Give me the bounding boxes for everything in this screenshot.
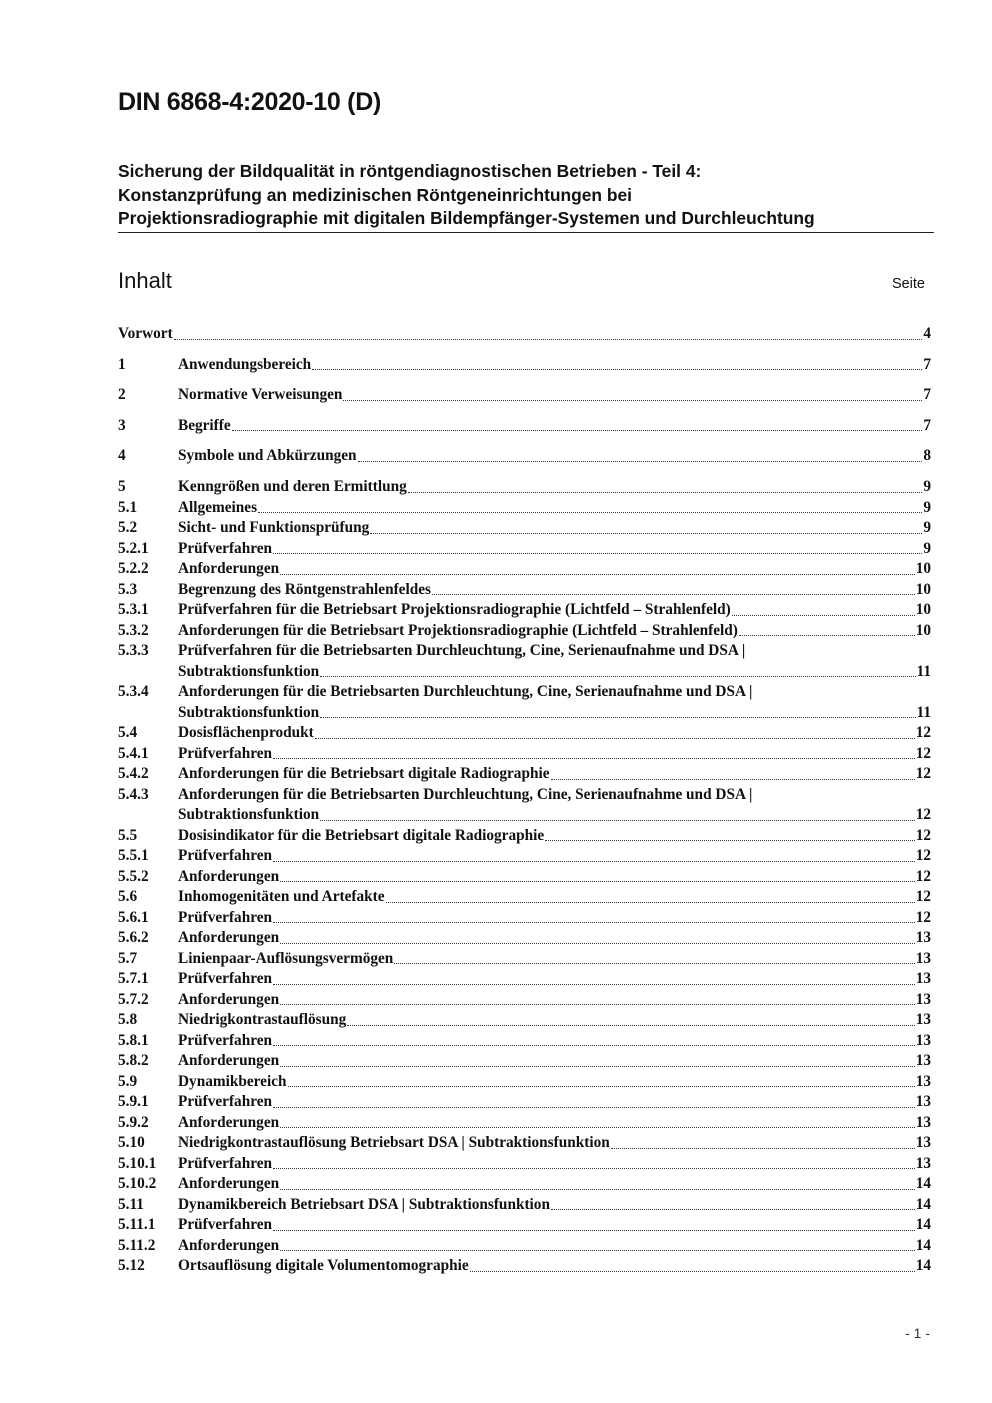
toc-entry-page: 12 [915, 847, 931, 864]
toc-entry-title: Dynamikbereich [178, 1072, 287, 1090]
toc-entry-number: 5.9.1 [118, 1093, 149, 1110]
toc-entry[interactable] [118, 928, 931, 949]
toc-entry[interactable] [118, 1072, 931, 1093]
toc-entry-page: 10 [915, 621, 931, 639]
toc-entry[interactable] [118, 600, 931, 621]
toc-entry-page: 13 [915, 929, 931, 946]
toc-entry-title: Subtraktionsfunktion [178, 703, 320, 721]
toc-leader-dots [273, 1164, 915, 1169]
footer-page-number: - 1 - [905, 1325, 930, 1341]
toc-entry[interactable] [118, 990, 931, 1011]
toc-entry-title: Prüfverfahren [178, 744, 273, 762]
toc-entry-number: 3 [118, 416, 126, 434]
toc-entry-number: 5.6 [118, 888, 138, 905]
toc-entry-number: 5.3.4 [118, 683, 149, 700]
toc-entry-number: 5.5.2 [118, 867, 149, 885]
toc-entry-page: 12 [915, 888, 931, 905]
toc-leader-dots [315, 734, 915, 739]
toc-entry-page: 9 [923, 539, 931, 557]
toc-entry[interactable] [118, 621, 931, 642]
toc-leader-dots [174, 335, 923, 340]
toc-entry[interactable] [118, 641, 931, 682]
toc-leader-dots [280, 1062, 915, 1067]
toc-leader-dots [545, 836, 915, 841]
toc-leader-dots [320, 713, 915, 718]
toc-entry-number: 5.7.2 [118, 990, 149, 1008]
toc-leader-dots [739, 631, 915, 636]
toc-entry-title: Dosisindikator für die Betriebsart digitale Radiographie [178, 826, 545, 844]
toc-entry[interactable] [118, 723, 931, 744]
toc-entry-number: 5.4.2 [118, 765, 149, 782]
toc-entry-page: 7 [923, 416, 931, 434]
toc-entry[interactable] [118, 518, 931, 539]
toc-leader-dots [732, 611, 915, 616]
toc-entry[interactable] [118, 1031, 931, 1052]
toc-entry-title: Linienpaar-Auflösungsvermögen [178, 949, 394, 967]
toc-entry-page: 11 [916, 662, 931, 680]
toc-entry-page: 13 [915, 1154, 931, 1172]
toc-leader-dots [394, 959, 914, 964]
toc-leader-dots [273, 1103, 915, 1108]
title-line-1: Sicherung der Bildqualität in röntgendiagnostischen Betrieben - Teil 4: [118, 161, 702, 181]
toc-entry-number: 5.9.2 [118, 1113, 149, 1131]
toc-entry-number: 5.5.1 [118, 847, 149, 864]
toc-entry-title: Subtraktionsfunktion [178, 662, 320, 680]
toc-entry-number: 4 [118, 447, 126, 465]
page-column-label: Seite [891, 276, 925, 292]
toc-entry[interactable] [118, 1256, 931, 1277]
toc-entry-page: 9 [923, 498, 931, 516]
toc-entry-title: Begriffe [178, 416, 231, 434]
toc-entry-number: 1 [118, 355, 126, 373]
toc-entry-title: Prüfverfahren [178, 970, 273, 987]
toc-leader-dots [273, 754, 915, 759]
toc-entry-title: Subtraktionsfunktion [178, 806, 320, 823]
toc-entry-page: 9 [923, 478, 931, 495]
toc-entry-title: Vorwort [118, 325, 173, 342]
toc-entry[interactable] [118, 1010, 931, 1031]
toc-entry-number: 5.11.2 [118, 1236, 156, 1254]
toc-leader-dots [280, 1123, 915, 1128]
toc-entry-title: Symbole und Abkürzungen [178, 447, 357, 465]
toc-entry-title: Begrenzung des Röntgenstrahlenfeldes [178, 580, 431, 598]
toc-entry[interactable] [118, 764, 931, 785]
toc-entry-title: Anforderungen [178, 1113, 280, 1131]
toc-entry[interactable] [118, 416, 931, 437]
toc-entry-page: 13 [915, 1113, 931, 1131]
toc-entry-page: 13 [915, 1072, 931, 1090]
toc-entry-number: 5.2 [118, 519, 138, 536]
toc-leader-dots [320, 816, 915, 821]
toc-entry[interactable] [118, 477, 931, 498]
toc-entry-number: 5.7 [118, 949, 138, 967]
toc-entry[interactable] [118, 1215, 931, 1236]
toc-entry-title: Anforderungen für die Betriebsart digitale Radiographie [178, 765, 550, 782]
toc-entry[interactable] [118, 1236, 931, 1257]
toc-entry-title: Anforderungen [178, 1052, 280, 1069]
toc-entry[interactable] [118, 887, 931, 908]
toc-entry-page: 14 [915, 1175, 931, 1192]
toc-entry-page: 9 [923, 519, 931, 536]
toc-entry-page: 10 [915, 601, 931, 618]
toc-leader-dots [470, 1267, 915, 1272]
toc-entry-page: 13 [915, 1011, 931, 1028]
toc-entry[interactable] [118, 539, 931, 560]
toc-entry-title: Dynamikbereich Betriebsart DSA | Subtraktionsfunktion [178, 1195, 550, 1213]
toc-entry-title: Prüfverfahren [178, 539, 273, 557]
toc-entry[interactable] [118, 324, 931, 345]
toc-leader-dots [370, 529, 922, 534]
toc-entry-page: 12 [915, 744, 931, 762]
toc-entry-number: 5.12 [118, 1257, 145, 1274]
toc-entry[interactable] [118, 1174, 931, 1195]
toc-leader-dots [280, 877, 915, 882]
toc-leader-dots [386, 898, 915, 903]
toc-entry-title: Ortsauflösung digitale Volumentomographie [178, 1257, 469, 1274]
toc-entry-title: Prüfverfahren [178, 1216, 273, 1233]
toc-entry-page: 14 [915, 1216, 931, 1233]
toc-entry-page: 13 [915, 970, 931, 987]
toc-entry-title: Prüfverfahren [178, 1154, 273, 1172]
toc-entry-number: 5.2.2 [118, 560, 149, 577]
toc-leader-dots [280, 1000, 915, 1005]
toc-entry-page: 14 [915, 1257, 931, 1274]
toc-leader-dots [280, 1185, 915, 1190]
toc-entry-page: 7 [923, 386, 931, 404]
toc-leader-dots [273, 1226, 915, 1231]
toc-entry[interactable] [118, 355, 931, 376]
toc-leader-dots [280, 1246, 915, 1251]
toc-entry-number: 5.4.3 [118, 785, 149, 803]
title-line-2: Konstanzprüfung an medizinischen Röntgeneinrichtungen bei [118, 184, 633, 205]
toc-entry-number: 5.3.1 [118, 601, 149, 618]
title-line-3: Projektionsradiographie mit digitalen Bildempfänger-Systemen und Durchleuchtung [118, 208, 815, 228]
toc-leader-dots [343, 396, 922, 401]
toc-entry-number: 5.3.2 [118, 621, 149, 639]
toc-leader-dots [551, 1205, 915, 1210]
toc-entry-title: Sicht- und Funktionsprüfung [178, 519, 370, 536]
toc-entry-title: Anforderungen für die Betriebsart Projektionsradiographie (Lichtfeld – Strahlenfeld) [178, 621, 738, 639]
toc-entry-number: 5.2.1 [118, 539, 149, 557]
toc-entry-number: 5.11.1 [118, 1216, 156, 1233]
toc-entry-page: 8 [923, 447, 931, 465]
toc-entry-number: 5.8.2 [118, 1052, 149, 1069]
toc-entry[interactable] [118, 1154, 931, 1175]
toc-leader-dots [273, 918, 915, 923]
toc-entry-title: Anforderungen [178, 929, 280, 946]
toc-entry[interactable] [118, 969, 931, 990]
toc-entry-page: 13 [915, 949, 931, 967]
toc-entry-title: Allgemeines [178, 498, 258, 516]
toc-entry-number: 5.6.2 [118, 929, 149, 946]
toc-entry-number: 5 [118, 478, 126, 495]
toc-entry-page: 10 [915, 560, 931, 577]
toc-entry[interactable] [118, 559, 931, 580]
toc-entry[interactable] [118, 682, 931, 723]
toc-entry-page: 4 [923, 325, 931, 342]
toc-entry[interactable] [118, 580, 931, 601]
toc-entry-title: Niedrigkontrastauflösung [178, 1011, 347, 1028]
toc-entry-number: 5.10.1 [118, 1154, 157, 1172]
toc-entry[interactable] [118, 446, 931, 467]
document-title [118, 160, 934, 233]
toc-entry-title: Anforderungen [178, 867, 280, 885]
toc-entry-number: 5.3 [118, 580, 138, 598]
toc-entry-page: 7 [923, 355, 931, 373]
toc-entry[interactable] [118, 1195, 931, 1216]
toc-entry-title-line1: Anforderungen für die Betriebsarten Durchleuchtung, Cine, Serienaufnahme und DSA | [178, 785, 753, 803]
toc-entry-number: 5.3.3 [118, 642, 149, 659]
toc-leader-dots [432, 590, 915, 595]
toc-leader-dots [312, 365, 922, 370]
toc-entry-page: 12 [915, 908, 931, 926]
toc-entry-title: Anforderungen [178, 560, 280, 577]
toc-entry[interactable] [118, 826, 931, 847]
toc-entry-page: 12 [915, 806, 931, 823]
document-id: DIN 6868-4:2020-10 (D) [118, 88, 381, 116]
toc-entry[interactable] [118, 1113, 931, 1134]
toc-entry-page: 12 [915, 826, 931, 844]
toc-entry-number: 5.11 [118, 1195, 144, 1213]
toc-entry-page: 13 [915, 1031, 931, 1049]
toc-entry-title: Prüfverfahren [178, 847, 273, 864]
toc-entry-page: 12 [915, 867, 931, 885]
toc-entry[interactable] [118, 385, 931, 406]
toc-leader-dots [258, 508, 922, 513]
toc-entry[interactable] [118, 908, 931, 929]
toc-entry-number: 5.6.1 [118, 908, 149, 926]
toc-leader-dots [273, 1041, 915, 1046]
toc-entry-page: 14 [915, 1195, 931, 1213]
toc-entry-number: 2 [118, 386, 126, 404]
toc-entry-title: Anwendungsbereich [178, 355, 312, 373]
toc-entry-page: 13 [915, 1134, 931, 1151]
toc-entry-title: Anforderungen [178, 990, 280, 1008]
toc-entry-number: 5.7.1 [118, 970, 149, 987]
toc-entry-title: Niedrigkontrastauflösung Betriebsart DSA | Subtraktionsfunktion [178, 1134, 610, 1151]
toc-entry[interactable] [118, 1051, 931, 1072]
toc-entry-page: 13 [915, 990, 931, 1008]
toc-leader-dots [358, 457, 923, 462]
toc-entry-title: Anforderungen [178, 1175, 280, 1192]
toc-entry-title: Dosisflächenprodukt [178, 724, 314, 741]
toc-leader-dots [280, 570, 915, 575]
toc-entry-title: Kenngrößen und deren Ermittlung [178, 478, 407, 495]
toc-leader-dots [280, 939, 915, 944]
toc-entry-number: 5.4.1 [118, 744, 149, 762]
toc-entry-number: 5.8 [118, 1011, 138, 1028]
toc-leader-dots [273, 857, 915, 862]
toc-entry-title: Prüfverfahren [178, 908, 273, 926]
toc-entry[interactable] [118, 1133, 931, 1154]
toc-entry-title: Inhomogenitäten und Artefakte [178, 888, 385, 905]
toc-entry-number: 5.10 [118, 1134, 145, 1151]
toc-entry-page: 10 [915, 580, 931, 598]
toc-heading: Inhalt [118, 268, 172, 293]
toc-entry-title-line1: Prüfverfahren für die Betriebsarten Durchleuchtung, Cine, Serienaufnahme und DSA | [178, 642, 746, 659]
toc-entry-page: 12 [915, 765, 931, 782]
toc-leader-dots [232, 426, 923, 431]
toc-leader-dots [611, 1144, 915, 1149]
toc-leader-dots [273, 549, 922, 554]
toc-entry-title: Anforderungen [178, 1236, 280, 1254]
toc-leader-dots [347, 1021, 914, 1026]
toc-entry-number: 5.10.2 [118, 1175, 157, 1192]
toc-entry-title: Prüfverfahren für die Betriebsart Projektionsradiographie (Lichtfeld – Strahlenfeld) [178, 601, 731, 618]
toc-entry-title: Normative Verweisungen [178, 386, 343, 404]
toc-leader-dots [273, 980, 915, 985]
toc-entry-page: 13 [915, 1093, 931, 1110]
toc-entry-number: 5.8.1 [118, 1031, 149, 1049]
toc-entry-page: 11 [916, 703, 931, 721]
toc-entry-title: Prüfverfahren [178, 1093, 273, 1110]
toc-leader-dots [320, 672, 915, 677]
toc-leader-dots [408, 488, 923, 493]
toc-leader-dots [551, 775, 915, 780]
toc-entry[interactable] [118, 498, 931, 519]
toc-entry-number: 5.4 [118, 724, 138, 741]
toc-entry-number: 5.1 [118, 498, 138, 516]
toc-entry-page: 14 [915, 1236, 931, 1254]
toc-entry[interactable] [118, 867, 931, 888]
toc-entry-title: Prüfverfahren [178, 1031, 273, 1049]
toc-entry[interactable] [118, 785, 931, 826]
toc-entry[interactable] [118, 949, 931, 970]
toc-entry-number: 5.5 [118, 826, 138, 844]
toc-entry-title-line1: Anforderungen für die Betriebsarten Durchleuchtung, Cine, Serienaufnahme und DSA | [178, 683, 753, 700]
toc-entry[interactable] [118, 744, 931, 765]
toc-entry-number: 5.9 [118, 1072, 138, 1090]
toc-entry-page: 13 [915, 1052, 931, 1069]
toc-entry[interactable] [118, 1092, 931, 1113]
toc-leader-dots [288, 1082, 915, 1087]
toc-entry[interactable] [118, 846, 931, 867]
toc-entry-page: 12 [915, 724, 931, 741]
